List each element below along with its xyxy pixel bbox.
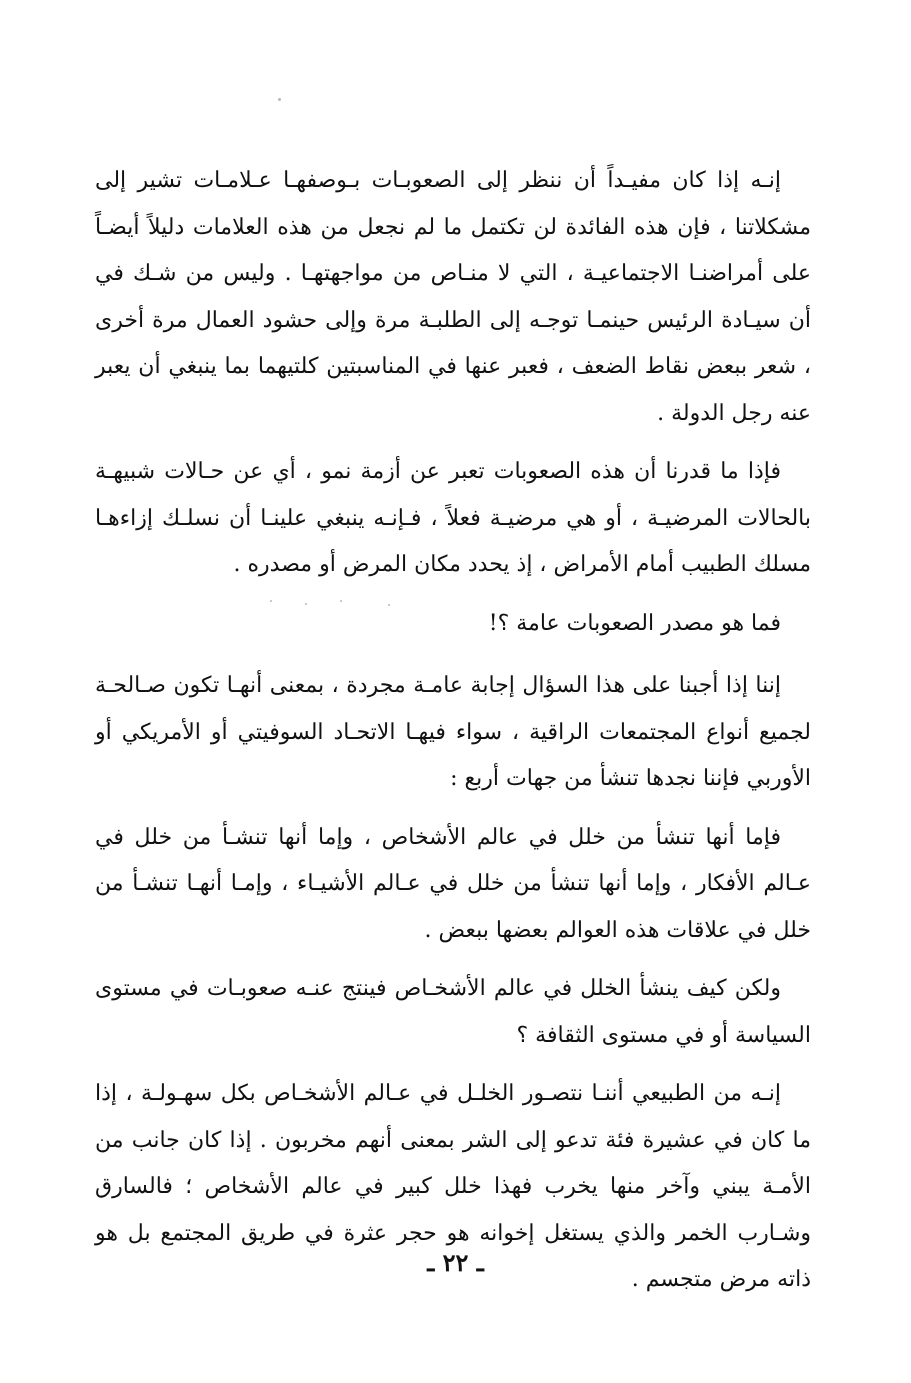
paragraph-question: فما هو مصدر الصعوبات عامة ؟! [488,610,781,636]
paragraph: إننا إذا أجبنا على هذا السؤال إجابة عامـة مجردة ، بمعنى أنهـا تكون صـالحـة لجميع أنواع المجتمعات الراقية ، سواء فيهـا الاتحـاد السوفيتي أو الأمريكي أو الأوربي فإننا نجدها تنشأ من جهات أربع : [95,673,811,791]
paragraph: إنـه إذا كان مفيـداً أن ننظر إلى الصعوبـات بـوصفهـا عـلامـات تشير إلى مشكلاتنا ، فإن هذه الفائدة لن تكتمل ما لم نجعل من هذه العلامات دليلاً أيضـاً على أمراضنـا الاجتماعيـة ، التي لا منـاص من مواجهتهـا . وليس من شـك في أن سيـادة الرئيس حينمـا توجـه إلى الطلبـة مرة وإلى حشود العمال مرة أخرى ، شعر ببعض نقاط الضعف ، فعبر عنها في المناسبتين كلتيهما بما ينبغي أن يعبر عنه رجل الدولة . [95,168,811,426]
body-text [95,158,811,1316]
paragraph: فإما أنها تنشأ من خلل في عالم الأشخاص ، وإما أنها تنشـأ من خلل في عـالم الأفكار ، وإما أنها تنشأ من خلل في عـالم الأشيـاء ، وإمـا أنهـا تنشـأ من خلل في علاقات هذه العوالم بعضها ببعض . [95,824,811,943]
scan-speck [278,98,281,101]
paragraph: ولكن كيف ينشأ الخلل في عالم الأشخـاص فينتج عنـه صعوبـات في مستوى السياسة أو في مستوى الثقافة ؟ [95,976,811,1048]
page-number: ـ ٢٢ ـ [427,1248,484,1277]
paragraph: إنـه من الطبيعي أننـا نتصـور الخلـل في عـالم الأشخـاص بكل سهـولـة ، إذا ما كان في عشيرة فئة تدعو إلى الشر بمعنى أنهم مخربون . إذا كان جانب من الأمـة يبني وآخر منها يخرب فهذا خلل كبير في عالم الأشخاص ؛ فالسارق وشـارب الخمر والذي يستغل إخوانه هو حجر عثرة في طريق المجتمع بل هو ذاته مرض متجسم . [95,1081,811,1292]
paragraph: فإذا ما قدرنا أن هذه الصعوبات تعبر عن أزمة نمو ، أي عن حـالات شبيهـة بالحالات المرضيـة ، أو هي مرضيـة فعلاً ، فـإنـه ينبغي علينـا أن نسلـك إزاءهـا مسلك الطبيب أمام الأمراض ، إذ يحدد مكان المرض أو مصدره . [95,459,811,577]
